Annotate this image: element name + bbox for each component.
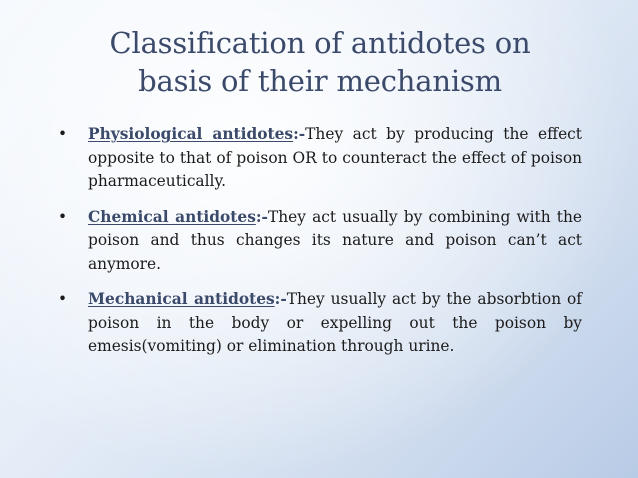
bullet-dot: • — [58, 290, 68, 308]
term-separator: :- — [293, 125, 306, 143]
definition-chemical: They act usually by combining with the poison and thus changes its nature and poison can’t act anymore. — [88, 207, 582, 273]
bullet-item-physiological — [58, 123, 582, 194]
term-physiological: Physiological antidotes — [88, 125, 294, 143]
definition-physiological: They act by producing the effect opposite to that of poison OR to counteract the effect of poison pharmaceutically. — [88, 125, 582, 190]
term-separator: :- — [255, 207, 268, 226]
slide-title — [40, 24, 600, 100]
bullet-item-mechanical — [58, 288, 582, 359]
bullet-dot: • — [58, 125, 68, 143]
term-mechanical: Mechanical antidotes — [88, 290, 275, 308]
bullet-dot: • — [58, 207, 68, 226]
term-chemical: Chemical antidotes — [88, 207, 256, 226]
bullet-list — [58, 123, 582, 371]
term-separator: :- — [274, 290, 287, 308]
bullet-item-chemical — [58, 206, 582, 277]
definition-mechanical: They usually act by the absorbtion of poison in the body or expelling out the poison by emesis(vomiting) or elimination through urine. — [88, 290, 582, 355]
title-line-2: basis of their mechanism — [138, 64, 502, 98]
title-line-1: Classification of antidotes on — [109, 26, 531, 60]
